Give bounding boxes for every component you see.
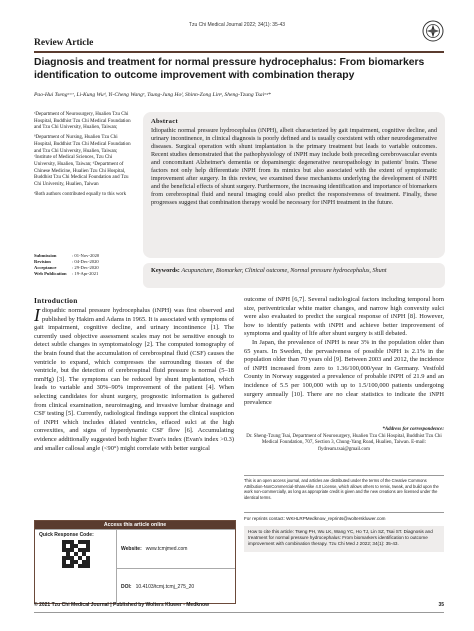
date-row <box>34 271 140 277</box>
introduction-text: diopathic normal pressure hydrocephalus (iNPH) was first observed and published by Hakim and Adams in 1965. It is associated with symptoms of gait impairment, cognitive decline, and urinary incontinence [1]. The currently used objective assessment scales may not be sensitive enough to detect subtle changes in symptomatology [2]. The computed tomography of the brain found that the accumulation of cerebrospinal fluid (CSF) causes the ventricle to expand, which compresses the surrounding tissues of the ventricle, but the detection of cerebrospinal fluid pressure is normal (5–18 mmHg) [3]. The symptoms can be reduced by shunt implantation, which leads to variable and 30%–90% improvement of the patient [4]. When selecting candidates for shunt surgery, prognostic information is gathered from clinical examination, neuroimaging, and invasive lumbar drainage and CSF testing [5]. Currently, radiological findings support the clinical suspicion of iNPH which includes dilated ventricles, effaced sulci at the high convexities, and signs of hyperdynamic CSF flow [6]. Accumulating evidence additionally suggested both higher Evan's index (Evan's index >0.3) and smaller callosal angle (<90°) might correlate with better surgical <box>34 307 234 452</box>
affiliation-b: ᵇDepartment of Nursing, Hualien Tzu Chi Hospital, Buddhist Tzu Chi Medical Foundation and Tzu Chi University, Hualien, Taiwan; ᶜInstitute of Medical Sciences, Tzu Chi University, Hualien, Taiwan; ᵈDepartment of Chinese Medicine, Hualien Tzu Chi Hospital, Buddhist Tzu Chi Medical Foundation and Tzu Chi University, Hualien, Taiwan <box>34 135 131 188</box>
footer-divider <box>34 612 444 613</box>
paragraph: outcome of iNPH [6,7]. Several radiological factors including temporal horn size, periventricular white matter changes, and narrow high convexity sulci were also evaluated to predict the surgical response of iNPH [8]. However, how to identify patients with iNPH and achieve better improvement of symptoms and quality of life after shunt surgery is still debated. <box>244 296 444 338</box>
doi-label: DOI: <box>121 583 132 590</box>
date-value: : 04-Dec-2020 <box>72 259 99 264</box>
website-label: Website: <box>121 546 142 552</box>
title-divider <box>34 51 444 53</box>
page-number: 35 <box>438 602 444 608</box>
date-value: : 19-Apr-2021 <box>72 271 99 276</box>
website-link[interactable]: www.tcmjmed.com <box>145 546 188 552</box>
website-cell <box>117 529 235 568</box>
correspondence-body: Dr. Sheng-Tzung Tsai, Department of Neurosurgery, Hualien Tzu Chi Hospital, Buddhist Tzu Chi Medical Foundation, 707, Section 3, Chung-Yang Road, Hualien, Taiwan. E-mail: flydream.tsai@gmail.com <box>246 433 442 452</box>
affiliation-a: ᵃDepartment of Neurosurgery, Hualien Tzu Chi Hospital, Buddhist Tzu Chi Medical Foundation and Tzu Chi University, Hualien, Taiwan; <box>34 112 131 131</box>
submission-dates <box>34 253 140 277</box>
reprints-contact: For reprints contact: WKHLRPMedknow_reprints@wolterskluwer.com <box>244 512 444 522</box>
date-label: Submission <box>34 253 57 258</box>
article-type-label: Review Article <box>34 38 94 48</box>
affiliations <box>34 112 134 201</box>
qr-code-icon[interactable] <box>62 540 90 568</box>
drop-cap: I <box>34 305 40 325</box>
introduction-left-column <box>34 307 234 453</box>
date-value: : 01-Nov-2020 <box>72 253 100 258</box>
abstract-heading: Abstract <box>151 118 178 125</box>
article-title: Diagnosis and treatment for normal pressure hydrocephalus: From biomarkers identification to outcome improvement with combination therapy <box>34 57 425 81</box>
date-label: Revision <box>34 259 51 264</box>
footer-copyright: © 2021 Tzu Chi Medical Journal | Published by Wolters Kluwer - Medknow <box>34 602 210 608</box>
page-footer <box>34 602 444 608</box>
access-heading: Access this article online <box>35 521 235 529</box>
introduction-heading: Introduction <box>34 296 78 305</box>
equal-contribution-note: ᵉBoth authors contributed equally to this work <box>34 191 127 197</box>
how-to-cite-box: How to cite this article: Tseng PH, Wu LK, Wang YC, Ho TJ, Lin SZ, Tsai ST. Diagnosis and treatment for normal pressure hydrocephalus: From biomarkers identification to outcome improvement with combination therapy. Tzu Chi Med J 2022; 34(1): 35-43. <box>244 526 444 552</box>
correspondence-divider <box>244 475 444 476</box>
doi-cell <box>117 568 235 604</box>
correspondence-block <box>244 427 444 453</box>
abstract-box <box>143 112 445 258</box>
keywords-box <box>143 263 445 288</box>
license-notice: This is an open access journal, and articles are distributed under the terms of the Creative Commons Attribution-NonCommercial-ShareAlike 4.0 License, which allows others to remix, tweak, and build upon the work non-commercially, as long as appropriate credit is given and the new creations are licensed under the identical terms. <box>244 478 439 500</box>
paragraph: In Japan, the prevalence of iNPH is near 3% in the population older than 65 years. In Sweden, the pervasiveness of possible iNPH is 2.1% in the population older than 70 years old [9]. Between 2003 and 2012, the incidence of iNPH increased from zero to 1.36/100,000/year in Germany. Vestfold County in Norway suggested a prevalence of probable iNPH of 21.9 and an incidence of 5.5 per 100,000 with up to 1.5/100,000 patients undergoing surgery annually [10]. There are no clear statistics to indicate the iNPH prevalence <box>244 338 444 407</box>
abstract-text: Idiopathic normal pressure hydrocephalus (iNPH), albeit characterized by gait impairment, cognitive decline, and urinary incontinence, in clinical diagnosis is poorly defined and is usually coexistent with other neurodegenerative diseases. Surgical operation with shunt implantation is the primary treatment but leads to variable outcomes. Recent studies demonstrated that the pathophysiology of iNPH may include both preceding cerebrovascular events and concomitant Alzheimer's dementia or dopaminergic degenerative neuropathology in patients' brain. These factors not only help differentiate iNPH from its mimics but also associated with the extent of symptomatic improvement after surgery. In this review, we examined these mechanisms underlying the development of iNPH and the beneficial effects of shunt surgery. Furthermore, the increasing identification and importance of biomarkers from cerebrospinal fluid and neural imaging could also predict the responsiveness of treatment. Finally, these progresses suggest that combination therapy would be necessary for iNPH treatment in the future. <box>151 127 437 206</box>
keywords-text: Acupuncture, Biomarker, Clinical outcome, Normal pressure hydrocephalus, Shunt <box>181 267 387 274</box>
journal-citation-line: Tzu Chi Medical Journal 2022; 34(1): 35-43 <box>188 22 286 28</box>
qr-cell <box>35 529 117 604</box>
date-label: Acceptance <box>34 265 57 270</box>
author-list: Pao-Hui Tsengᵃʴᶜʳ, Li-Kung Wuᵈ, Yi-Cheng Wangᵉ, Tsung-Jung Hoᶠ, Shinn-Zong Linᵍ, Sheng-Tzung Tsaiᵃᵍ* <box>34 92 271 98</box>
access-online-box <box>34 520 236 604</box>
introduction-right-column <box>244 296 444 408</box>
correspondence-heading: *Address for correspondence: <box>382 427 444 432</box>
journal-logo-icon <box>422 20 444 42</box>
keywords-label: Keywords: <box>151 267 180 274</box>
date-value: : 29-Dec-2020 <box>72 265 99 270</box>
doi-link[interactable]: 10.4103/tcmj.tcmj_275_20 <box>135 583 195 590</box>
qr-label: Quick Response Code: <box>39 532 94 538</box>
date-label: Web Publication <box>34 271 67 276</box>
